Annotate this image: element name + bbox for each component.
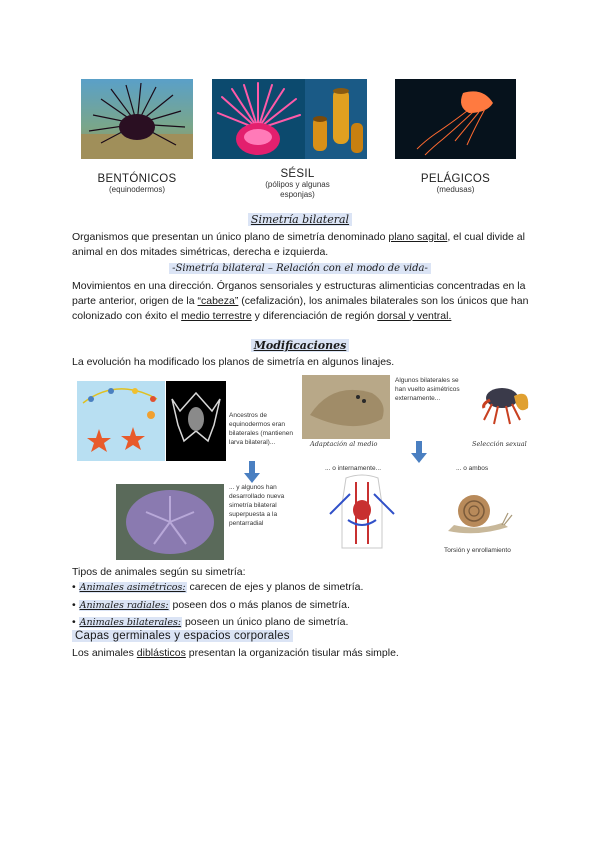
flatfish-photo (302, 375, 390, 439)
sea-urchin-photo (81, 79, 193, 159)
types-item-bilateral (72, 615, 530, 631)
bilateral-larva-photo (166, 381, 226, 461)
note-internamente: ... o internamente... (325, 465, 382, 472)
habitat-pelagic (395, 173, 516, 195)
habitat-subtitle: (pólipos y algunas esponjas) (265, 180, 330, 199)
label-torsion: Torsión y enrollamiento (444, 547, 511, 554)
sponge-photo (305, 79, 367, 159)
habitat-subtitle: (medusas) (436, 185, 475, 194)
note-some-bilaterals: Algunos bilaterales se han vuelto asimétricos externamente... (395, 377, 460, 402)
heading-simetria-bilateral (0, 213, 600, 226)
heading-capas-germinales (72, 630, 293, 642)
heading-modificaciones (0, 339, 600, 352)
habitat-benthic (81, 173, 193, 195)
text-span: y diferenciación de región (251, 309, 378, 322)
habitat-subtitle: (equinodermos) (108, 185, 166, 194)
jellyfish-photo (395, 79, 516, 159)
term-cabeza: “cabeza” (197, 294, 239, 307)
text-span: , el cual divide al animal en dos mitades simétricas, derecha e izquierda. (72, 231, 525, 258)
text-span: Los animales (72, 647, 137, 659)
term-bilaterales: Animales bilaterales: (79, 617, 182, 628)
heading-relacion-modo-vida (0, 263, 600, 274)
heading-text: Capas germinales y espacios corporales (72, 630, 293, 642)
anemone-photo (212, 79, 305, 159)
paragraph-capas (72, 646, 530, 661)
snail-photo (444, 487, 514, 539)
paragraph-simetria-bilateral (72, 230, 530, 260)
text-span: (cefalización), los animales bilaterales son los únicos que han colonizado con éxito el (72, 294, 529, 322)
paragraph-modificaciones: La evolución ha modificado los planos de simetría en algunos linajes. (72, 356, 395, 368)
arrow-down-icon (411, 441, 427, 468)
term-dorsal-ventral: dorsal y ventral. (377, 309, 452, 322)
fiddler-crab-photo (474, 374, 534, 438)
text-span: Organismos que presentan un único plano de simetría denominado (72, 231, 389, 243)
term-medio-terrestre: medio terrestre (181, 309, 252, 322)
label-seleccion: Selección sexual (472, 440, 527, 448)
bullet-icon: • (72, 616, 79, 628)
term-diblasticos: diblásticos (136, 647, 186, 659)
heading-text: -Simetría bilateral – Relación con el modo de vida- (169, 263, 431, 274)
sand-dollar-photo (116, 484, 224, 560)
habitat-title: BENTÓNICOS (97, 173, 177, 185)
habitat-title: PELÁGICOS (420, 173, 491, 185)
heading-text: Simetría bilateral (248, 213, 352, 226)
note-ambos: ... o ambos (456, 465, 489, 472)
term-asimetricos: Animales asimétricos: (79, 582, 186, 593)
text-span: presentan la organización tisular más simple. (185, 647, 399, 659)
types-item-radial (72, 598, 530, 614)
term-plano-sagital: plano sagital (388, 231, 448, 243)
circulatory-system-diagram (320, 474, 404, 552)
bullet-icon: • (72, 599, 79, 611)
type-desc: carecen de ejes y planos de simetría. (186, 581, 364, 593)
type-desc: poseen dos o más planos de simetría. (169, 599, 350, 611)
types-item-asymmetric (72, 580, 530, 596)
text-span: Movimientos en una dirección. Órganos sensoriales y estructuras alimenticias concentradas en la parte anterior, origen de la (72, 280, 526, 307)
habitat-title: SÉSIL (280, 168, 315, 180)
habitat-sessile (240, 168, 355, 200)
bullet-icon: • (72, 581, 79, 593)
larva-starfish-diagram (77, 381, 165, 461)
type-desc: poseen un único plano de simetría. (182, 616, 349, 628)
label-adaptacion: Adaptación al medio (310, 440, 378, 448)
paragraph-modo-vida (72, 279, 530, 323)
types-intro: Tipos de animales según su simetría: (72, 566, 246, 578)
note-sanddollar: ... y algunos han desarrollado nueva simetría bilateral superpuesta a la pentarradial (229, 484, 285, 527)
term-radiales: Animales radiales: (79, 600, 169, 611)
note-ancestors: Ancestros de equinodermos eran bilaterales (mantienen larva bilateral)... (229, 412, 293, 446)
heading-text: Modificaciones (251, 339, 350, 352)
